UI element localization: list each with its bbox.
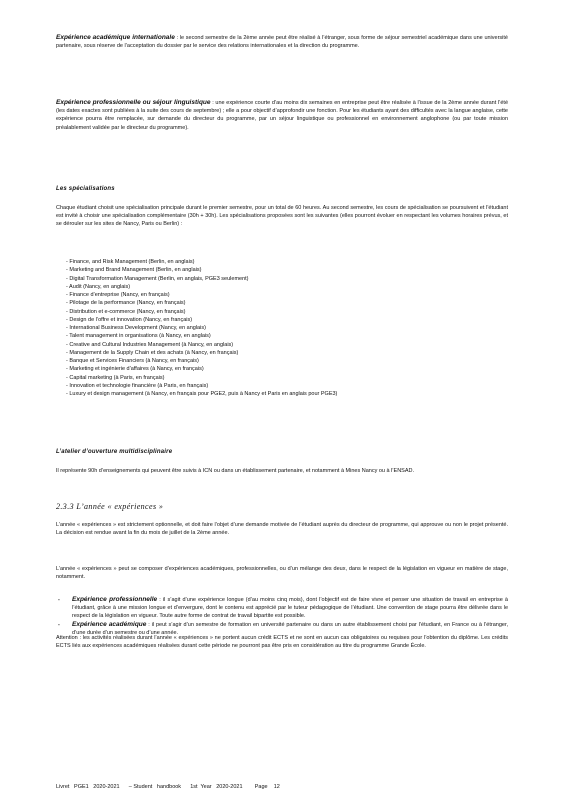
page-footer: Livret PGE1 2020-2021 – Student handbook 1st Year 2020-2021 Page 12: [56, 784, 280, 790]
list-item: - Finance, and Risk Management (Berlin, en anglais): [66, 259, 195, 265]
list-item: - Audit (Nancy, en anglais): [66, 283, 131, 290]
list-item: - Finance d’entreprise (Nancy, en français): [66, 292, 170, 298]
bullet-marker: -: [58, 621, 60, 628]
intl-experience-label: Expérience académique internationale: [56, 34, 175, 41]
list-item: - Distribution et e-commerce (Nancy, en français): [66, 308, 186, 315]
pro-experience-text: : une expérience courte d’au moins dix semaines en entreprise peut être réalisée à l’issue de la 2ème année durant l’été (les dates exactes sont publiées à la suite des cours de septembre) ; elle a pour objectif d’approfondir une fonction. Pour les étudiants ayant des difficultés avec la langue anglaise, cette expérience pourra être remplacée, sur demande du directeur du programme, par un séjour linguistique ou professionnel en environnement anglophone (ou par toute mission préalablement validée par le directeur du programme).: [56, 100, 508, 131]
list-item: - Marketing et ingénierie d’affaires (à Nancy, en français): [66, 366, 204, 373]
bullet-label: Expérience académique: [72, 620, 147, 628]
specializations-intro: Chaque étudiant choisit une spécialisation principale durant le premier semestre, pour un total de 60 heures. Au second semestre, les cours de spécialisation se poursuivent et l’étudiant est invité à choisir une spécialisation complémentaire (30h + 30h). Les spécialisations proposées sont les suivantes (elles pourront évoluer en respectant les volumes horaires prévus, et se dérouler sur les sites de Nancy, Paris ou Berlin) :: [56, 205, 508, 228]
annee-paragraph-1: L’année « expériences » est strictement optionnelle, et doit faire l’objet d’une demande motivée de l’étudiant auprès du directeur de programme, qui approuve ou non le projet présenté. La décision est rendue avant la fin du mois de juillet de la 2ème année.: [56, 522, 508, 537]
bullet-text: : il s’agit d’une expérience longue (d’au moins cinq mois), dont l’objectif est de faire vivre et penser une situation de travail en entreprise à l’étudiant, grâce à une mission longue et d’envergure, dont le contenu est apprécié par le tuteur pédagogique de l’étudiant. Une convention de stage pourra être délivrée dans le respect de la législation en vigueur. Toute autre forme de contrat de travail bipartite est possible.: [72, 597, 508, 620]
bullet-label: Expérience professionnelle: [72, 596, 158, 603]
list-item: - Luxury et design management (à Nancy, en français pour PGE2, puis à Nancy et Paris en anglais pour PGE3): [66, 391, 338, 397]
list-item: - International Business Development (Nancy, en anglais): [66, 325, 206, 331]
list-item: - Management de la Supply Chain et des achats (à Nancy, en français): [66, 349, 239, 356]
list-item: - Marketing and Brand Management (Berlin, en anglais): [66, 267, 202, 274]
attention-paragraph: Attention : les activités réalisées durant l’année « expériences » ne portent aucun crédit ECTS et ne sont en aucun cas obligatoires ou requises pour l’obtention du diplôme. Les crédits ECTS liés aux expériences académiques réalisées durant cette période ne pourront pas être pris en considération au titre du programme Grande École.: [56, 635, 508, 650]
bullet-marker: -: [58, 597, 60, 603]
atelier-heading: L’atelier d’ouverture multidisciplinaire: [56, 449, 173, 455]
section-heading: 2.3.3 L’année « expériences »: [56, 502, 164, 511]
bullet-text: : il peut s’agir d’un semestre de formation en université partenaire ou dans un autre établissement choisi par l’étudiant, en France ou à l’étranger, d’une durée d’un semestre ou d’une année.: [72, 621, 508, 636]
list-item: - Talent management in organisations (à Nancy, en anglais): [66, 333, 211, 340]
list-item: - Pilotage de la performance (Nancy, en français): [66, 300, 186, 307]
list-item: - Design de l’offre et innovation (Nancy, en français): [66, 316, 193, 323]
annee-paragraph-2: L’année « expériences » peut se composer d’expériences académiques, professionnelles, ou d’un mélange des deux, dans le respect de la législation en vigueur en matière de stage, notamment.: [56, 566, 508, 581]
specializations-list: [66, 258, 337, 398]
list-item: - Innovation et technologie financière (à Paris, en français): [66, 382, 209, 389]
list-item: - Banque et Services Financiers (à Nancy, en français): [66, 358, 199, 364]
list-item: [56, 596, 508, 621]
atelier-paragraph: Il représente 90h d’enseignements qui peuvent être suivis à ICN ou dans un établissement partenaire, et notamment à Mines Nancy ou à l’ENSAD.: [56, 468, 415, 474]
pro-experience-label: Expérience professionnelle ou séjour linguistique: [56, 99, 211, 106]
list-item: - Digital Transformation Management (Berlin, en anglais, PGE3 seulement): [66, 275, 249, 282]
pro-experience-paragraph: [56, 99, 508, 132]
experience-bullets: [56, 596, 508, 637]
list-item: - Creative and Cultural Industries Management (à Nancy, en anglais): [66, 341, 234, 348]
specializations-heading: Les spécialisations: [56, 186, 115, 192]
intl-experience-text: : le second semestre de la 2ème année peut être réalisé à l’étranger, sous forme de séjour semestriel académique dans une université partenaire, sous réserve de l’acceptation du dossier par le service des relations internationales et la direction du programme.: [56, 35, 508, 50]
intl-experience-paragraph: [56, 34, 508, 50]
list-item: - Capital marketing (à Paris, en français): [66, 374, 165, 381]
